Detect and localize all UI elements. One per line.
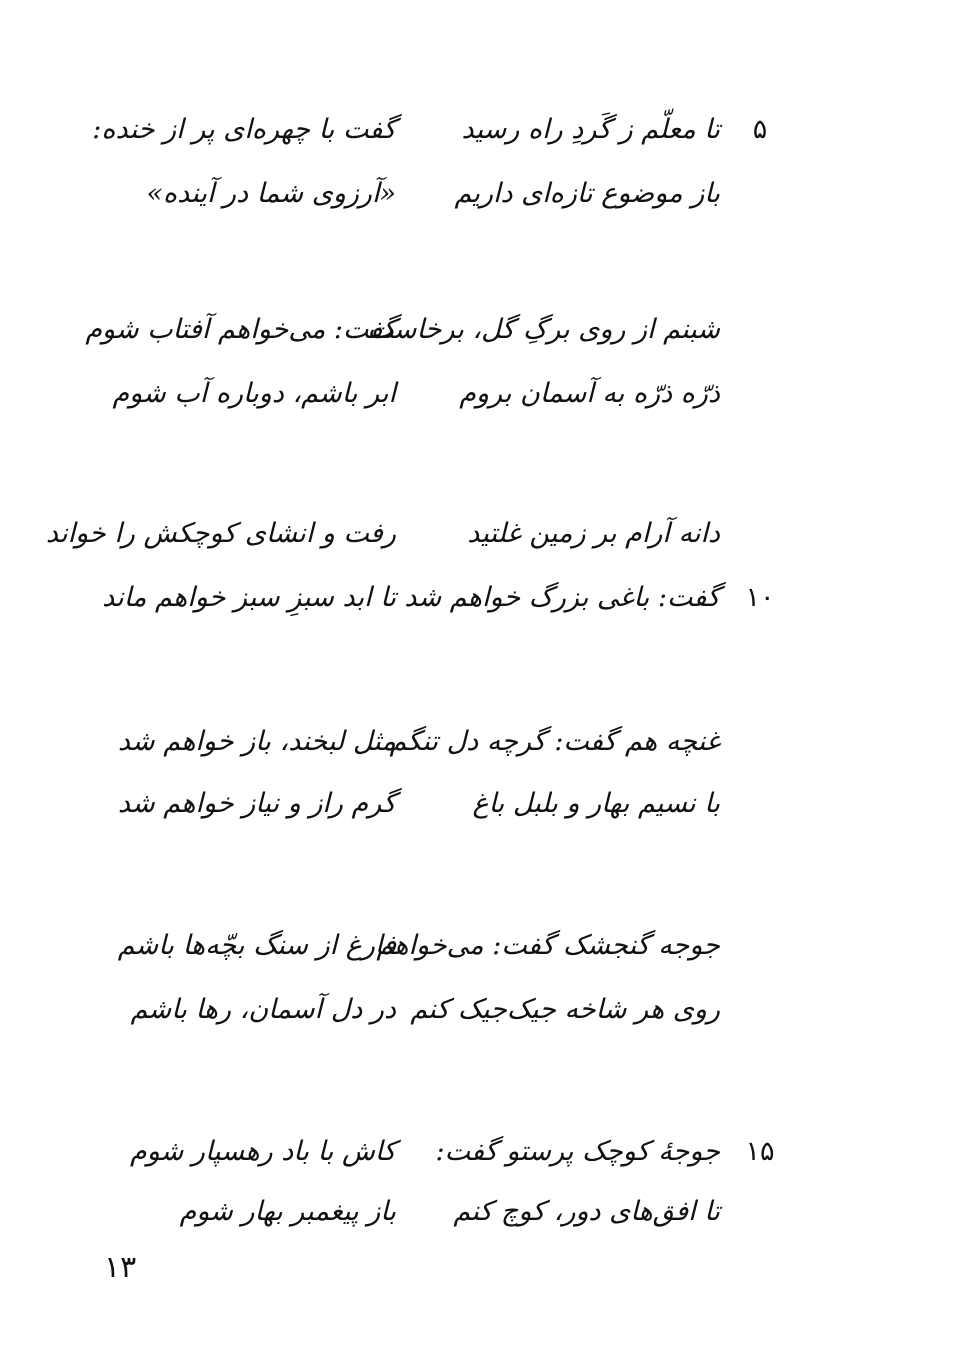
- verse-line-left: گفت با چهره‌ای پر از خنده:: [92, 114, 396, 145]
- verse-line-left: گرم راز و نیاز خواهم شد: [117, 788, 396, 819]
- verse-line-right: غنچه هم گفت: گرچه دل تنگم: [389, 726, 720, 757]
- verse-line-left: «آرزوی شما در آینده»: [146, 178, 396, 209]
- verse-line-left: ابر باشم، دوباره آب شوم: [112, 378, 396, 409]
- verse-line-left: رفت و انشای کوچکش را خواند: [45, 518, 396, 549]
- verse-line-right: جوجهٔ کوچک پرستو گفت:: [435, 1136, 720, 1167]
- page-number: ۱۳: [104, 1250, 137, 1285]
- verse-line-right: تا معلّم ز گَردِ راه رسید: [461, 114, 720, 145]
- verse-number-15: ۱۵: [745, 1136, 775, 1167]
- verse-line-left: در دل آسمان، رها باشم: [130, 994, 396, 1025]
- verse-line-right: جوجه گنجشک گفت: می‌خواهم: [376, 930, 720, 961]
- verse-line-right: تا افق‌های دور، کوچ کنم: [453, 1196, 720, 1227]
- verse-line-left: باز پیغمبر بهار شوم: [179, 1196, 396, 1227]
- verse-line-right: روی هر شاخه جیک‌جیک کنم: [410, 994, 720, 1025]
- verse-line-left: فارغ از سنگ بچّه‌ها باشم: [117, 930, 396, 961]
- verse-line-left: کاش با باد رهسپار شوم: [130, 1136, 396, 1167]
- verse-line-left: گفت: می‌خواهم آفتاب شوم: [85, 314, 396, 345]
- verse-line-left: تا ابد سبزِ سبز خواهم ماند: [102, 582, 396, 613]
- verse-number-5: ۵: [752, 114, 768, 145]
- verse-number-10: ۱۰: [745, 582, 775, 613]
- verse-line-left: مثل لبخند، باز خواهم شد: [117, 726, 396, 757]
- verse-line-right: با نسیم بهار و بلبل باغ: [472, 788, 720, 819]
- verse-line-right: باز موضوع تازه‌ای داریم: [454, 178, 720, 209]
- verse-line-right: گفت: باغی بزرگ خواهم شد: [404, 582, 720, 613]
- verse-line-right: شبنم از روی برگِ گل، برخاست: [367, 314, 720, 345]
- verse-line-right: ذرّه ذرّه به آسمان بروم: [459, 378, 720, 409]
- verse-line-right: دانه آرام بر زمین غلتید: [467, 518, 720, 549]
